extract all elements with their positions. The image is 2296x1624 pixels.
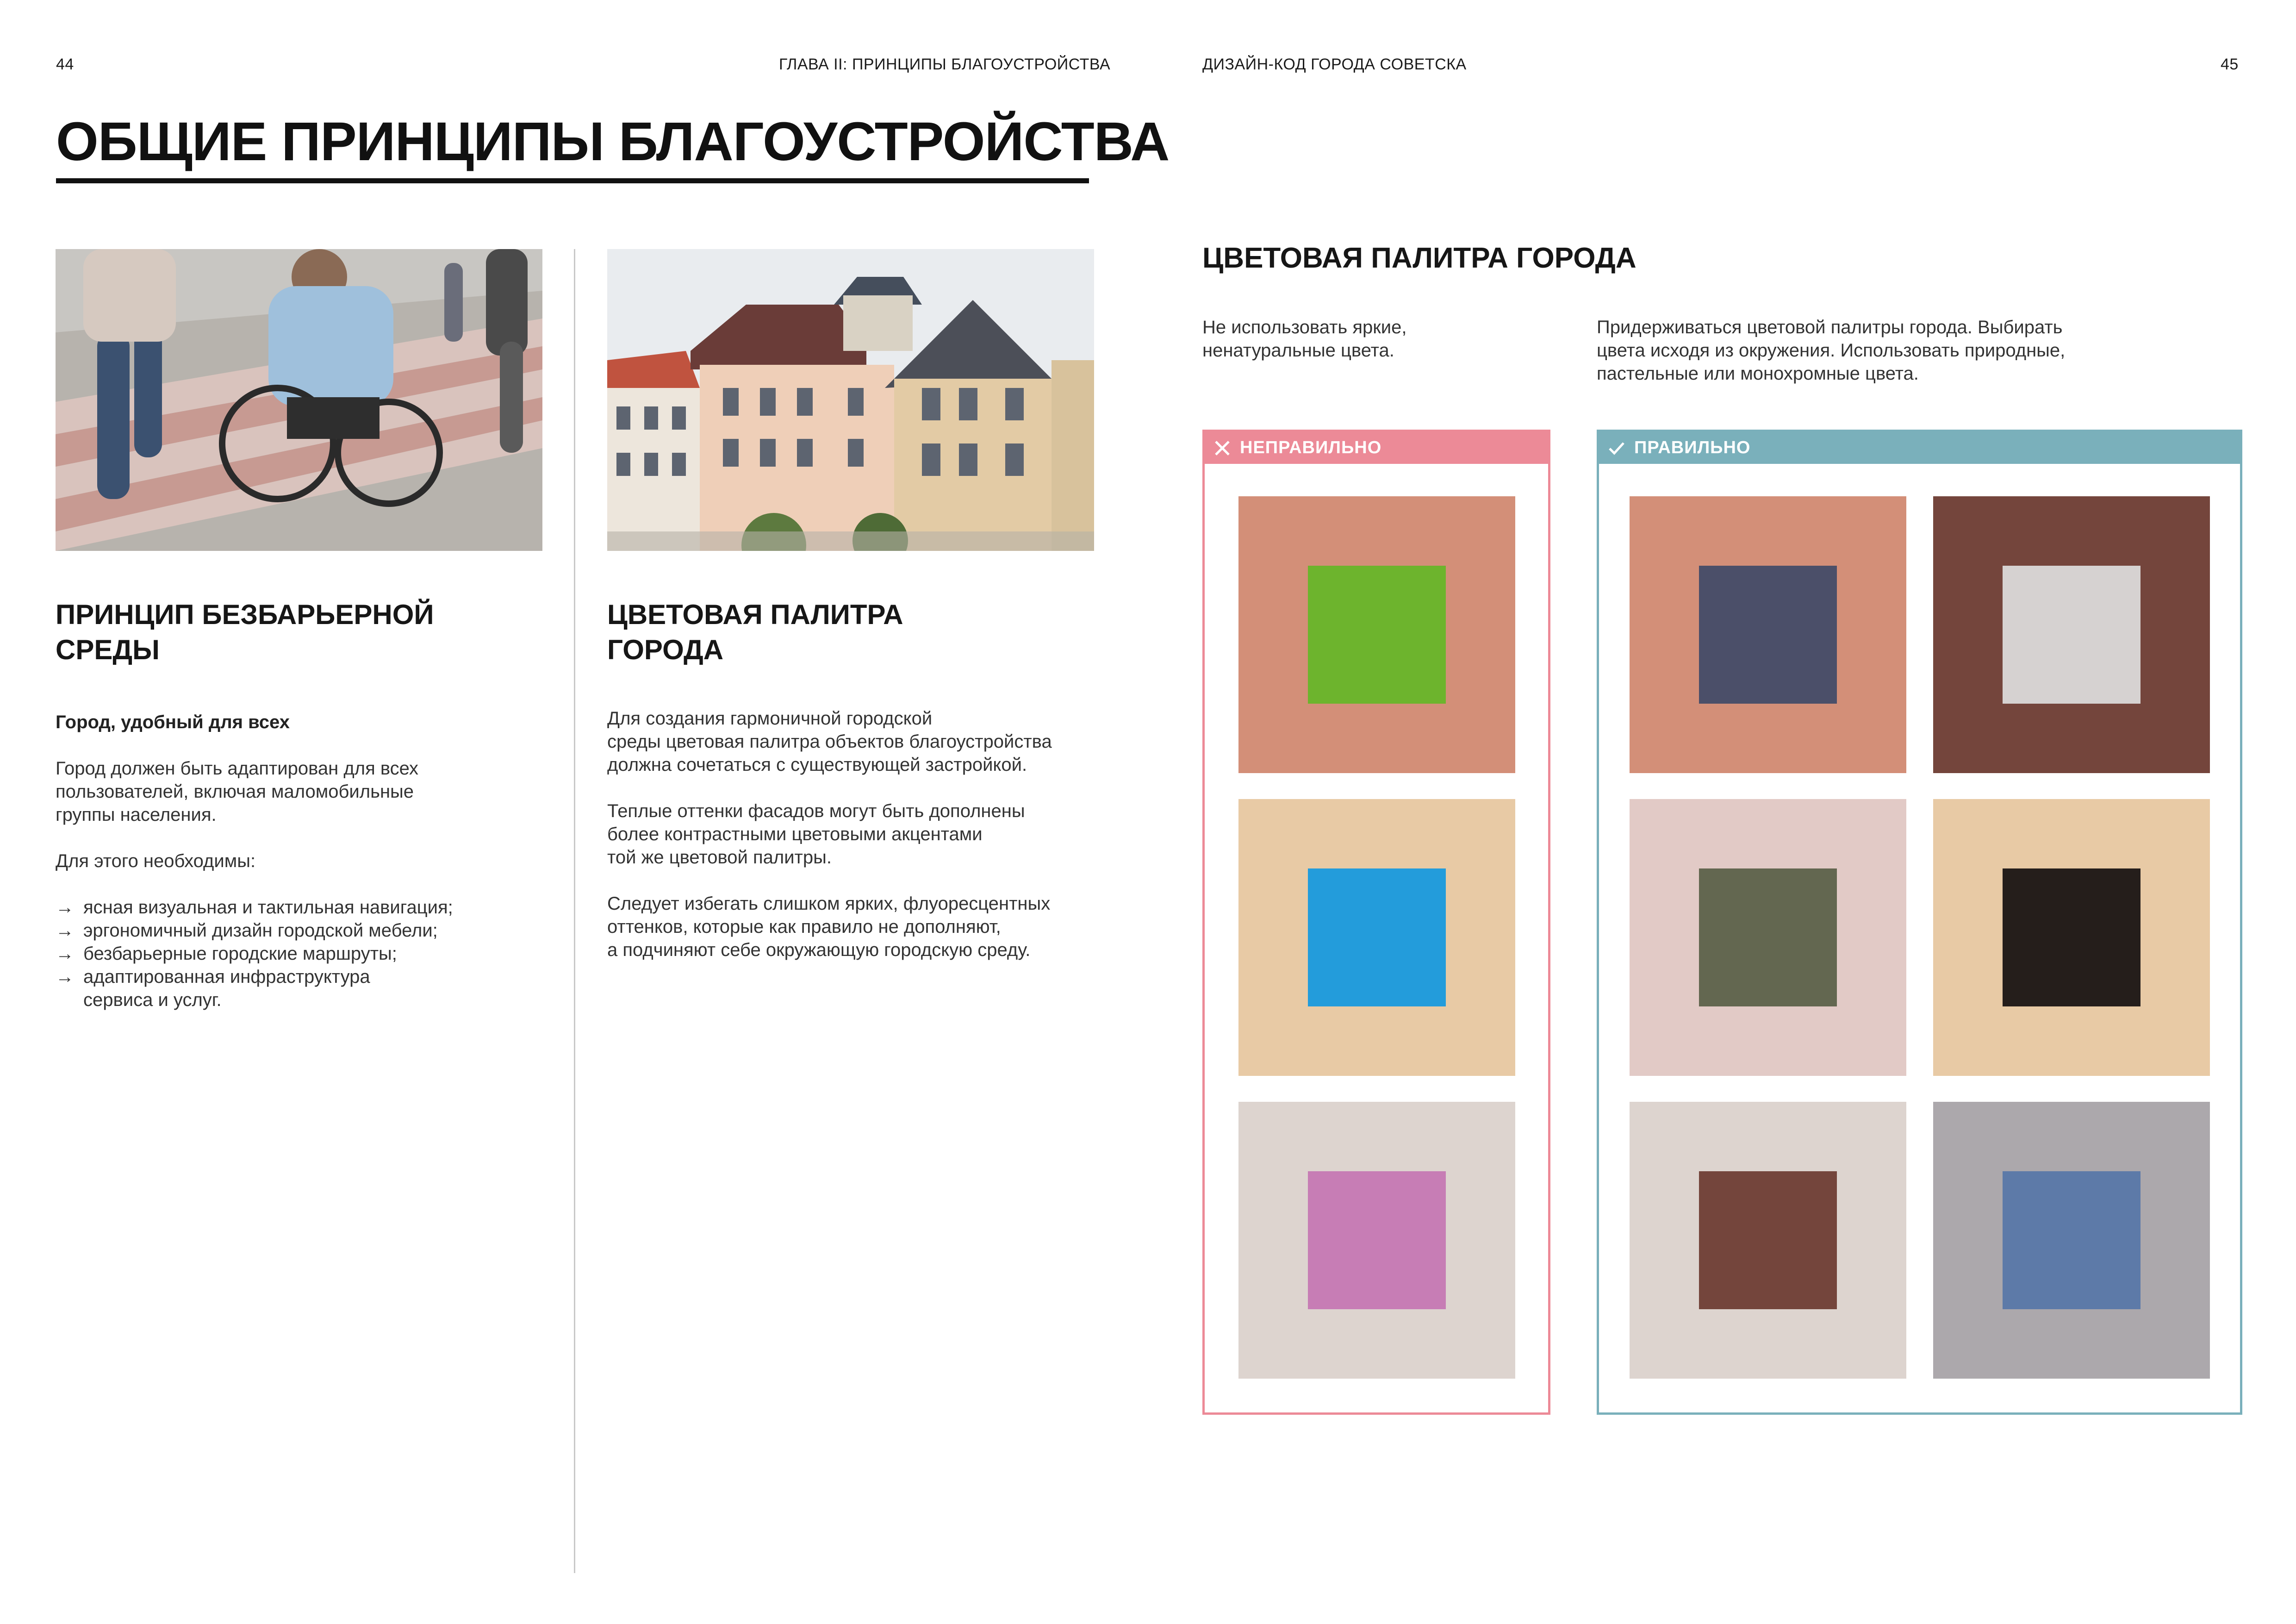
palette-paragraph-line: той же цветовой палитры. [607,847,832,868]
swatch-accent [1699,868,1837,1006]
color-swatch [1933,799,2210,1076]
column-divider [574,249,575,1573]
do-note: Придерживаться цветовой палитры города. Выбирать цвета исходя из окружения. Использовать природные, пастельные или монохромные цвета. [1597,317,2066,384]
arrow-icon: → [56,943,74,964]
list-item: → безбарьерные городские маршруты; [56,942,453,965]
palette-paragraph-line: Следует избегать слишком ярких, флуоресцентных [607,893,1051,914]
barrier-free-heading: ПРИНЦИП БЕЗБАРЬЕРНОЙ СРЕДЫ [56,599,434,665]
color-swatch [1630,496,1906,773]
checkmark-icon [1607,439,1626,457]
wrong-example-panel [1202,430,1550,1415]
barrier-free-lead: Город, удобный для всех [56,712,290,732]
palette-paragraph-line: Для создания гармоничной городской [607,708,933,729]
wrong-panel-header [1205,432,1548,464]
barrier-free-paragraph-line: группы населения. [56,805,217,825]
cross-icon [1213,439,1232,457]
list-item: → эргономичный дизайн городской мебели; [56,919,453,942]
color-swatch [1630,1102,1906,1379]
swatch-accent [1699,566,1837,704]
list-item: → ясная визуальная и тактильная навигация; [56,896,453,919]
arrow-icon: → [56,920,74,941]
color-swatch [1630,799,1906,1076]
palette-paragraph-line: более контрастными цветовыми акцентами [607,824,983,844]
wrong-panel-label: НЕПРАВИЛЬНО [1240,438,1382,457]
correct-example-panel [1597,430,2242,1415]
palette-paragraph-line: а подчиняют себе окружающую городскую среду. [607,940,1031,960]
swatch-accent [1308,1171,1446,1309]
list-item: → адаптированная инфраструктура сервиса и услуг. [56,965,453,1012]
swatch-accent [1308,868,1446,1006]
palette-column-text [607,707,1052,962]
title-underline [56,178,1089,183]
swatch-accent [2003,1171,2140,1309]
left-page-number: 44 [56,56,74,73]
swatch-accent [2003,566,2140,704]
arrow-icon: → [56,967,74,987]
barrier-free-paragraph-line: Город должен быть адаптирован для всех [56,758,419,779]
right-document-header: ДИЗАЙН-КОД ГОРОДА СОВЕТСКА [1202,56,1467,73]
palette-paragraph-line: Теплые оттенки фасадов могут быть дополнены [607,801,1025,821]
color-swatch [1238,1102,1515,1379]
color-swatch [1933,1102,2210,1379]
color-swatch [1238,799,1515,1076]
swatch-accent [1699,1171,1837,1309]
wheelchair-crosswalk-photo [56,249,542,551]
arrow-icon: → [56,897,74,918]
correct-panel-header [1599,432,2240,464]
correct-panel-label: ПРАВИЛЬНО [1634,438,1751,457]
list-intro: Для этого необходимы: [56,851,256,871]
color-swatch [1238,496,1515,773]
swatch-accent [2003,868,2140,1006]
barrier-free-paragraph-line: пользователей, включая маломобильные [56,781,414,802]
left-chapter-header: ГЛАВА II: ПРИНЦИПЫ БЛАГОУСТРОЙСТВА [779,56,1111,73]
palette-column-heading: ЦВЕТОВАЯ ПАЛИТРА ГОРОДА [607,599,903,665]
city-palette-heading: ЦВЕТОВАЯ ПАЛИТРА ГОРОДА [1202,242,1636,274]
palette-paragraph-line: среды цветовая палитра объектов благоустройства [607,731,1052,752]
palette-paragraph-line: должна сочетаться с существующей застройкой. [607,755,1027,775]
historic-buildings-photo [607,249,1094,551]
right-page-number: 45 [2221,56,2239,73]
dont-note: Не использовать яркие, ненатуральные цвета. [1202,317,1407,361]
swatch-accent [1308,566,1446,704]
barrier-free-text [56,711,453,1012]
palette-paragraph-line: оттенков, которые как правило не дополняют, [607,917,1001,937]
page-title: ОБЩИЕ ПРИНЦИПЫ БЛАГОУСТРОЙСТВА [56,111,1170,172]
color-swatch [1933,496,2210,773]
